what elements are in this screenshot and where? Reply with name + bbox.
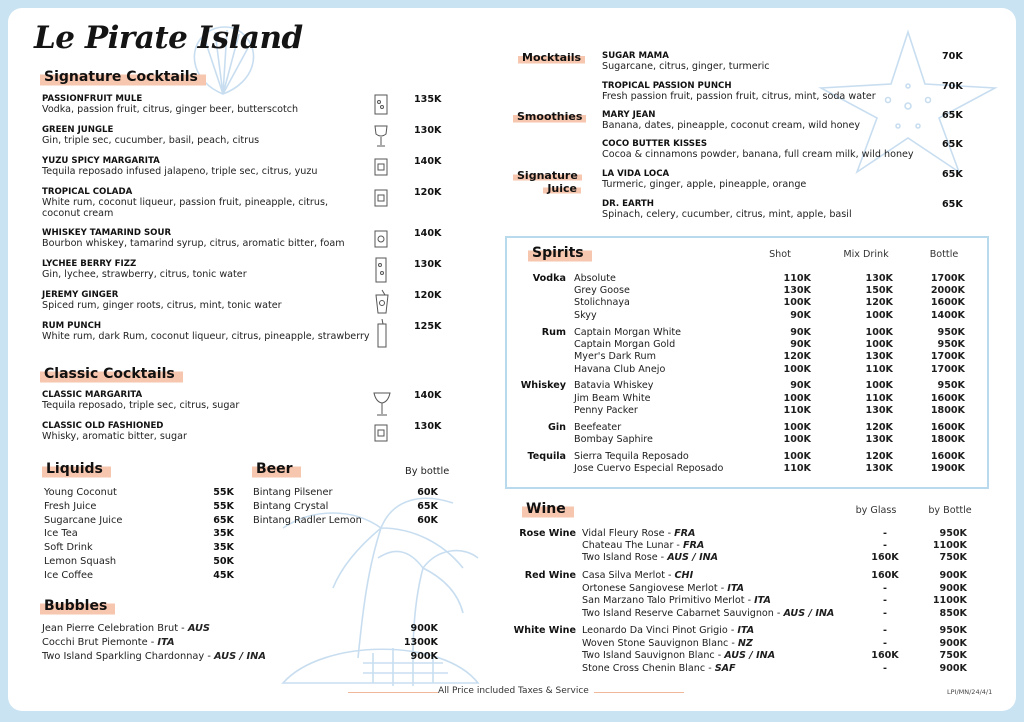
item-price: 900K <box>410 650 438 662</box>
spirit-name: Jose Cuervo Especial Reposado <box>574 463 724 475</box>
item-name: Bintang Pilsener <box>253 487 333 498</box>
wine-category: Rose Wine <box>519 527 576 539</box>
wine-glass-price: - <box>883 595 887 607</box>
list-item <box>602 110 942 131</box>
list-item <box>42 636 438 650</box>
wine-bottle-price: 750K <box>939 650 967 662</box>
table-row <box>516 326 971 338</box>
spirit-mix-price: 130K <box>865 434 893 446</box>
wine-bottle-price: 1100K <box>932 540 967 552</box>
spirit-bottle-price: 1600K <box>930 392 965 404</box>
spirit-shot-price: 100K <box>783 421 811 433</box>
spirits-header-shot: Shot <box>769 249 791 260</box>
list-item <box>253 514 438 528</box>
item-name: Cocchi Brut Piemonte - <box>42 636 158 648</box>
list-item <box>42 390 372 411</box>
rocks-glass-icon <box>373 156 389 178</box>
wine-glass-price: - <box>883 582 887 594</box>
table-row <box>516 297 971 309</box>
spirit-shot-price: 90K <box>790 309 811 321</box>
wine-glass-price: - <box>883 527 887 539</box>
spirit-name: Havana Club Anejo <box>574 363 666 375</box>
table-row <box>516 309 971 321</box>
item-price: 65K <box>417 500 438 512</box>
wine-origin: FRA <box>682 540 705 552</box>
wine-label: Woven Stone Sauvignon Blanc - <box>582 637 738 649</box>
spirit-bottle-price: 1600K <box>930 450 965 462</box>
list-item <box>44 486 234 500</box>
item-name: RUM PUNCH <box>42 321 102 331</box>
spirit-name: Captain Morgan White <box>574 326 682 338</box>
wine-origin: ITA <box>754 595 771 607</box>
beer-by-bottle: By bottle <box>405 466 450 477</box>
list-item <box>602 139 942 160</box>
wine-glass-icon <box>373 124 389 148</box>
wine-glass-price: 160K <box>871 570 899 582</box>
item-price: 45K <box>213 569 234 581</box>
spirit-bottle-price: 1700K <box>930 363 965 375</box>
spirit-shot-price: 100K <box>783 297 811 309</box>
spirit-mix-price: 100K <box>865 309 893 321</box>
table-row <box>516 272 971 284</box>
item-price: 65K <box>942 139 963 150</box>
item-price: 65K <box>942 110 963 121</box>
list-item <box>602 169 942 190</box>
item-name: Soft Drink <box>44 542 93 554</box>
list-item <box>42 125 402 146</box>
wine-origin: SAF <box>714 662 736 674</box>
item-price: 50K <box>213 555 234 567</box>
spirit-shot-price: 100K <box>783 363 811 375</box>
list-item <box>602 51 942 72</box>
wine-bottle-price: 900K <box>939 570 967 582</box>
wine-bottle-price: 900K <box>939 582 967 594</box>
wine-origin: NZ <box>737 637 753 649</box>
item-desc: Tequila reposado infused jalapeno, triple sec, citrus, yuzu <box>42 166 318 177</box>
list-item <box>42 622 438 636</box>
spirit-category: Gin <box>548 421 566 433</box>
table-row <box>516 380 971 392</box>
item-price: 130K <box>414 125 442 136</box>
item-name: Bintang Radler Lemon <box>253 514 362 526</box>
spirit-shot-price: 130K <box>783 285 811 297</box>
list-item <box>44 500 234 514</box>
spirit-mix-price: 120K <box>865 450 893 462</box>
juice-label-line2: Juice <box>543 183 581 194</box>
spirit-name: Penny Packer <box>574 405 638 417</box>
item-name: DR. EARTH <box>602 199 654 209</box>
item-name: Bintang Crystal <box>253 500 329 512</box>
list-item <box>253 486 438 500</box>
wine-label: San Marzano Talo Primitivo Merlot - <box>582 595 755 607</box>
spirit-mix-price: 130K <box>865 272 893 284</box>
item-desc: Fresh passion fruit, passion fruit, citrus, mint, soda water <box>602 91 876 102</box>
table-row <box>506 570 973 582</box>
spirit-shot-price: 100K <box>783 434 811 446</box>
item-name: SUGAR MAMA <box>602 51 669 61</box>
wine-label: Chateau The Lunar - <box>582 540 683 552</box>
table-row <box>506 582 973 594</box>
liquids-title: Liquids <box>42 460 111 479</box>
item-desc: Gin, lychee, strawberry, citrus, tonic water <box>42 269 247 280</box>
item-price: 135K <box>414 94 442 105</box>
rocks-glass-icon <box>373 422 389 444</box>
rocks-glass-icon <box>373 187 389 209</box>
wine-label: Two Island Sauvignon Blanc - <box>582 650 725 662</box>
spirits-title: Spirits <box>528 244 592 263</box>
item-name: Sugarcane Juice <box>44 514 123 526</box>
classic-cocktails-title: Classic Cocktails <box>40 365 183 384</box>
wine-origin: AUS / INA <box>667 552 719 564</box>
item-price: 65K <box>942 199 963 210</box>
item-price: 60K <box>417 487 438 498</box>
spirit-name: Grey Goose <box>574 285 630 297</box>
beer-title: Beer <box>252 460 301 479</box>
spirit-name: Absolute <box>574 272 616 284</box>
wine-name <box>576 625 862 636</box>
spirit-bottle-price: 950K <box>937 338 965 350</box>
wine-name <box>576 528 862 539</box>
signature-cocktails-title: Signature Cocktails <box>40 68 206 87</box>
item-desc: Cocoa & cinnamons powder, banana, full cream milk, wild honey <box>602 149 914 160</box>
bubbles-title: Bubbles <box>40 597 115 616</box>
tiki-glass-icon <box>373 289 391 315</box>
spirit-mix-price: 100K <box>865 326 893 338</box>
wine-origin: AUS / INA <box>724 650 776 662</box>
wine-name <box>576 650 862 661</box>
item-desc: White rum, coconut liqueur, passion fruit, pineapple, citrus, <box>42 197 328 208</box>
item-name: CLASSIC MARGARITA <box>42 390 143 400</box>
item-price: 120K <box>414 290 442 301</box>
brand-logo: Le Pirate Island <box>34 20 303 56</box>
table-row <box>506 527 973 539</box>
item-desc-cont: coconut cream <box>42 208 114 219</box>
liquids-list <box>44 486 234 583</box>
item-name: WHISKEY TAMARIND SOUR <box>42 228 172 238</box>
item-name: Two Island Sparkling Chardonnay - <box>42 650 214 662</box>
item-name: MARY JEAN <box>602 110 656 120</box>
spirit-mix-price: 120K <box>865 421 893 433</box>
menu-page <box>8 8 1016 711</box>
table-row <box>506 625 973 637</box>
item-desc: Spiced rum, ginger roots, citrus, mint, tonic water <box>42 300 282 311</box>
juice-label-line1: Signature <box>513 170 582 181</box>
item-price: 55K <box>213 500 234 512</box>
table-row <box>516 363 971 375</box>
item-price: 130K <box>414 421 442 432</box>
wine-glass-price: 160K <box>871 552 899 564</box>
wine-name <box>576 583 862 594</box>
wine-name <box>576 595 862 606</box>
table-row <box>506 662 973 674</box>
spirit-bottle-price: 1800K <box>930 405 965 417</box>
item-name: COCO BUTTER KISSES <box>602 139 708 149</box>
item-price: 65K <box>942 169 963 180</box>
tall-glass-icon <box>375 319 389 349</box>
spirit-mix-price: 110K <box>865 363 893 375</box>
footer-code: LPI/MN/24/4/1 <box>947 688 993 696</box>
list-item <box>42 421 372 442</box>
spirit-shot-price: 90K <box>790 380 811 392</box>
wine-name <box>576 663 862 674</box>
list-item <box>42 94 402 115</box>
item-name: Young Coconut <box>44 487 117 498</box>
item-origin: AUS / INA <box>213 650 266 662</box>
list-item <box>42 650 438 664</box>
list-item <box>44 514 234 528</box>
spirit-name: Batavia Whiskey <box>574 380 654 392</box>
item-price: 55K <box>213 487 234 498</box>
wine-origin: CHI <box>674 570 694 582</box>
wine-name <box>576 608 862 619</box>
spirit-bottle-price: 1900K <box>930 463 965 475</box>
list-item <box>253 500 438 514</box>
wine-bottle-price: 950K <box>939 625 967 637</box>
footer-note: All Price included Taxes & Service <box>438 686 589 696</box>
wine-label: Stone Cross Chenin Blanc - <box>582 662 715 674</box>
item-price: 125K <box>414 321 442 332</box>
wine-label: Two Island Reserve Cabarnet Sauvignon - <box>582 607 784 619</box>
item-desc: Gin, triple sec, cucumber, basil, peach, citrus <box>42 135 260 146</box>
table-row <box>516 338 971 350</box>
wine-bottle-price: 900K <box>939 637 967 649</box>
spirit-category: Tequila <box>527 450 566 462</box>
item-name: JEREMY GINGER <box>42 290 119 300</box>
spirit-name: Myer's Dark Rum <box>574 351 656 363</box>
wine-glass-price: 160K <box>871 650 899 662</box>
wine-bottle-price: 850K <box>939 607 967 619</box>
item-name: TROPICAL COLADA <box>42 187 133 197</box>
table-row <box>506 552 973 564</box>
spirit-name: Bombay Saphire <box>574 434 653 446</box>
item-desc: Vodka, passion fruit, citrus, ginger beer, butterscotch <box>42 104 299 115</box>
table-row <box>506 637 973 649</box>
list-item <box>42 259 402 280</box>
list-item <box>42 156 402 177</box>
item-price: 35K <box>213 542 234 554</box>
spirit-shot-price: 110K <box>783 405 811 417</box>
margarita-glass-icon <box>373 390 391 418</box>
item-name: LYCHEE BERRY FIZZ <box>42 259 137 269</box>
list-item <box>42 290 402 311</box>
rocks-glass-icon <box>373 228 389 250</box>
wine-bottle-price: 900K <box>939 662 967 674</box>
list-item <box>44 527 234 541</box>
wine-name <box>576 638 862 649</box>
table-row <box>516 392 971 404</box>
list-item <box>42 187 402 219</box>
wine-header-glass: by Glass <box>855 505 897 516</box>
wine-origin: AUS / INA <box>783 607 835 619</box>
spirit-mix-price: 130K <box>865 351 893 363</box>
spirit-bottle-price: 950K <box>937 326 965 338</box>
item-name: Fresh Juice <box>44 500 97 512</box>
spirit-name: Jim Beam White <box>574 392 651 404</box>
wine-origin: ITA <box>737 625 755 637</box>
item-desc: Sugarcane, citrus, ginger, turmeric <box>602 61 770 72</box>
table-row <box>516 463 971 475</box>
spirit-mix-price: 150K <box>865 285 893 297</box>
item-name: PASSIONFRUIT MULE <box>42 94 143 104</box>
table-row <box>516 405 971 417</box>
table-row <box>506 539 973 551</box>
spirit-name: Skyy <box>574 309 597 321</box>
spirit-category: Vodka <box>532 272 566 284</box>
wine-category: Red Wine <box>524 570 576 582</box>
spirit-shot-price: 100K <box>783 392 811 404</box>
item-name: GREEN JUNGLE <box>42 125 114 135</box>
wine-bottle-price: 950K <box>939 527 967 539</box>
wine-glass-price: - <box>883 540 887 552</box>
smoothies-label: Smoothies <box>513 110 586 123</box>
table-row <box>506 650 973 662</box>
spirit-name: Stolichnaya <box>574 297 630 309</box>
wine-label: Vidal Fleury Rose - <box>582 527 675 539</box>
table-row <box>516 351 971 363</box>
table-row <box>506 594 973 606</box>
spirit-bottle-price: 1400K <box>930 309 965 321</box>
item-desc: Whisky, aromatic bitter, sugar <box>42 431 187 442</box>
wine-header-bottle: by Bottle <box>928 505 972 516</box>
spirits-table <box>516 272 971 475</box>
footer-rule-right <box>594 692 684 693</box>
item-name: Lemon Squash <box>44 555 117 567</box>
table-row <box>516 284 971 296</box>
footer-rule-left <box>348 692 438 693</box>
item-desc: Banana, dates, pineapple, coconut cream, wild honey <box>602 120 861 131</box>
item-price: 140K <box>414 228 442 239</box>
wine-label: Two Island Rose - <box>582 552 668 564</box>
item-price: 1300K <box>403 636 438 648</box>
spirit-shot-price: 100K <box>783 450 811 462</box>
item-price: 70K <box>942 51 963 62</box>
spirits-header-bottle: Bottle <box>929 249 959 260</box>
spirit-mix-price: 120K <box>865 297 893 309</box>
item-price: 900K <box>410 623 438 634</box>
item-name: Jean Pierre Celebration Brut - <box>42 623 188 634</box>
item-price: 65K <box>213 514 234 526</box>
list-item <box>602 81 942 102</box>
spirit-bottle-price: 950K <box>937 380 965 392</box>
wine-label: Ortonese Sangiovese Merlot - <box>582 582 728 594</box>
spirit-mix-price: 100K <box>865 338 893 350</box>
list-item <box>602 199 942 220</box>
item-name: Ice Tea <box>44 528 78 540</box>
spirit-mix-price: 100K <box>865 380 893 392</box>
item-desc: White rum, dark Rum, coconut liqueur, citrus, pineapple, strawberry <box>42 331 370 342</box>
wine-category: White Wine <box>513 625 576 637</box>
wine-table <box>506 527 973 674</box>
table-row <box>516 450 971 462</box>
wine-origin: ITA <box>727 582 745 594</box>
spirit-mix-price: 130K <box>865 405 893 417</box>
spirit-bottle-price: 1600K <box>930 297 965 309</box>
wine-bottle-price: 1100K <box>932 595 967 607</box>
spirit-mix-price: 110K <box>865 392 893 404</box>
spirit-bottle-price: 1600K <box>930 421 965 433</box>
item-price: 140K <box>414 390 442 401</box>
wine-glass-price: - <box>883 662 887 674</box>
item-price: 70K <box>942 81 963 92</box>
spirit-name: Captain Morgan Gold <box>574 338 676 350</box>
bubbles-list <box>42 622 438 663</box>
spirit-shot-price: 120K <box>783 351 811 363</box>
signature-juice-label <box>513 168 581 194</box>
wine-name <box>576 570 862 581</box>
spirit-shot-price: 90K <box>790 326 811 338</box>
item-desc: Bourbon whiskey, tamarind syrup, citrus, aromatic bitter, foam <box>42 238 345 249</box>
item-price: 130K <box>414 259 442 270</box>
wine-name <box>576 552 862 563</box>
mocktails-label: Mocktails <box>518 51 585 64</box>
wine-glass-price: - <box>883 625 887 637</box>
spirit-shot-price: 110K <box>783 272 811 284</box>
spirit-category: Whiskey <box>520 380 566 392</box>
wine-glass-price: - <box>883 637 887 649</box>
wine-bottle-price: 750K <box>939 552 967 564</box>
spirit-name: Beefeater <box>574 421 622 433</box>
spirit-bottle-price: 1700K <box>930 351 965 363</box>
spirit-bottle-price: 1700K <box>930 272 965 284</box>
spirit-bottle-price: 2000K <box>930 285 965 297</box>
item-name: LA VIDA LOCA <box>602 169 670 179</box>
wine-label: Leonardo Da Vinci Pinot Grigio - <box>582 625 738 637</box>
item-price: 120K <box>414 187 442 198</box>
highball-glass-icon <box>373 256 389 284</box>
spirits-header-mix: Mix Drink <box>843 249 889 260</box>
item-price: 35K <box>213 528 234 540</box>
list-item <box>42 228 402 249</box>
wine-origin: FRA <box>674 527 696 539</box>
item-origin: AUS <box>187 623 210 634</box>
wine-name <box>576 540 862 551</box>
table-row <box>516 421 971 433</box>
list-item <box>44 569 234 583</box>
item-desc: Spinach, celery, cucumber, citrus, mint, apple, basil <box>602 209 852 220</box>
item-name: YUZU SPICY MARGARITA <box>42 156 160 166</box>
item-name: CLASSIC OLD FASHIONED <box>42 421 164 431</box>
list-item <box>44 555 234 569</box>
wine-label: Casa Silva Merlot - <box>582 570 675 582</box>
wine-title: Wine <box>522 500 574 519</box>
wine-glass-price: - <box>883 607 887 619</box>
item-desc: Turmeric, ginger, apple, pineapple, orange <box>602 179 807 190</box>
item-origin: ITA <box>157 636 175 648</box>
item-price: 60K <box>417 514 438 526</box>
beer-list <box>253 486 438 527</box>
list-item <box>44 541 234 555</box>
table-row <box>516 434 971 446</box>
item-name: Ice Coffee <box>44 569 94 581</box>
spirit-shot-price: 110K <box>783 463 811 475</box>
table-row <box>506 607 973 619</box>
item-price: 140K <box>414 156 442 167</box>
spirit-name: Sierra Tequila Reposado <box>574 450 689 462</box>
item-desc: Tequila reposado, triple sec, citrus, sugar <box>42 400 240 411</box>
item-name: TROPICAL PASSION PUNCH <box>602 81 732 91</box>
list-item <box>42 321 402 342</box>
spirit-mix-price: 130K <box>865 463 893 475</box>
spirit-shot-price: 90K <box>790 338 811 350</box>
highball-glass-icon <box>373 92 389 116</box>
spirit-category: Rum <box>541 326 566 338</box>
spirit-bottle-price: 1800K <box>930 434 965 446</box>
